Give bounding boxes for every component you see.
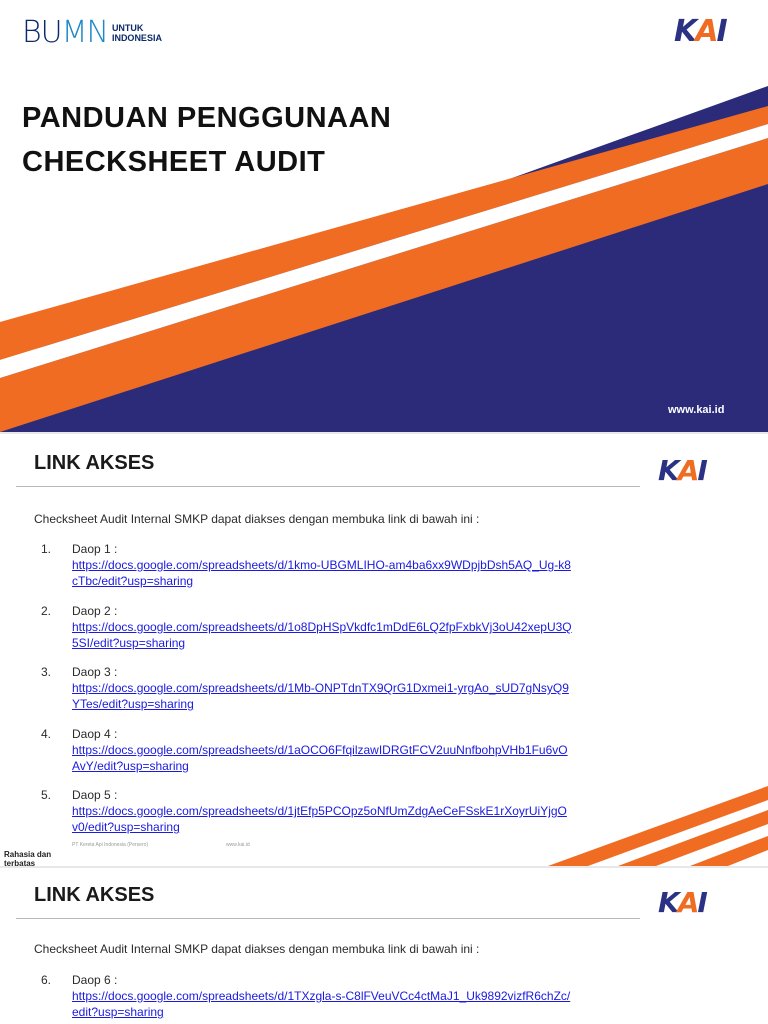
section-heading: LINK AKSES (34, 452, 155, 474)
intro-text: Checksheet Audit Internal SMKP dapat diakses dengan membuka link di bawah ini : (34, 942, 480, 956)
links-slide-1 (0, 434, 768, 866)
cover-graphic (0, 0, 768, 432)
item-label: Daop 3 : (72, 665, 118, 679)
spreadsheet-link[interactable]: https://docs.google.com/spreadsheets/d/1TXzgla-s-C8lFVeuVCc4ctMaJ1_Uk9892vizfR6chZc/edit?usp=sharing (72, 989, 571, 1019)
item-label: Daop 1 : (72, 542, 118, 556)
item-number: 2. (41, 604, 52, 618)
item-number: 3. (41, 665, 52, 679)
heading-divider (16, 486, 640, 487)
cover-title-line1: PANDUAN PENGGUNAAN (22, 102, 392, 134)
kai-logo (674, 14, 726, 49)
spreadsheet-link[interactable]: https://docs.google.com/spreadsheets/d/1Mb-ONPTdnTX9QrG1Dxmei1-yrgAo_sUD7gNsyQ9YTes/edit?usp=sharing (72, 681, 569, 711)
item-label: Daop 6 : (72, 973, 118, 987)
kai-logo (658, 886, 706, 919)
item-label: Daop 2 : (72, 604, 118, 618)
bumn-wordmark: BUMN (22, 15, 108, 50)
website-label: www.kai.id (668, 404, 725, 416)
heading-divider (16, 918, 640, 919)
item-label: Daop 4 : (72, 727, 118, 741)
item-label: Daop 5 : (72, 788, 118, 802)
confidential-label: Rahasia dan terbatas (4, 850, 52, 866)
bumn-tagline: UNTUK INDONESIA (111, 23, 162, 43)
spreadsheet-link[interactable]: https://docs.google.com/spreadsheets/d/1jtEfp5PCOpz5oNfUmZdgAeCeFSskE1rXoyrUiYjgOv0/edit?usp=sharing (72, 804, 567, 834)
kai-wordmark: KAI (674, 14, 726, 49)
item-number: 5. (41, 788, 52, 802)
kai-wordmark: KAI (658, 454, 706, 487)
item-number: 6. (41, 973, 52, 987)
links-slide-2 (0, 868, 768, 1024)
footer-website: www.kai.id (226, 842, 250, 848)
footer-company: PT Kereta Api Indonesia (Persero) (72, 842, 149, 848)
cover-slide (0, 0, 768, 432)
cover-title-line2: CHECKSHEET AUDIT (22, 146, 326, 178)
intro-text: Checksheet Audit Internal SMKP dapat diakses dengan membuka link di bawah ini : (34, 512, 480, 526)
spreadsheet-link[interactable]: https://docs.google.com/spreadsheets/d/1aOCO6FfqilzawIDRGtFCV2uuNnfbohpVHb1Fu6vOAvY/edit?usp=sharing (72, 743, 568, 773)
spreadsheet-link[interactable]: https://docs.google.com/spreadsheets/d/1kmo-UBGMLIHO-am4ba6xx9WDpjbDsh5AQ_Ug-k8cTbc/edit?usp=sharing (72, 558, 571, 588)
spreadsheet-link[interactable]: https://docs.google.com/spreadsheets/d/1o8DpHSpVkdfc1mDdE6LQ2fpFxbkVj3oU42xepU3Q5SI/edit?usp=sharing (72, 620, 572, 650)
item-number: 1. (41, 542, 52, 556)
kai-wordmark: KAI (658, 886, 706, 919)
bumn-logo (22, 15, 172, 50)
kai-logo (658, 454, 706, 487)
item-number: 4. (41, 727, 52, 741)
section-heading: LINK AKSES (34, 884, 155, 906)
